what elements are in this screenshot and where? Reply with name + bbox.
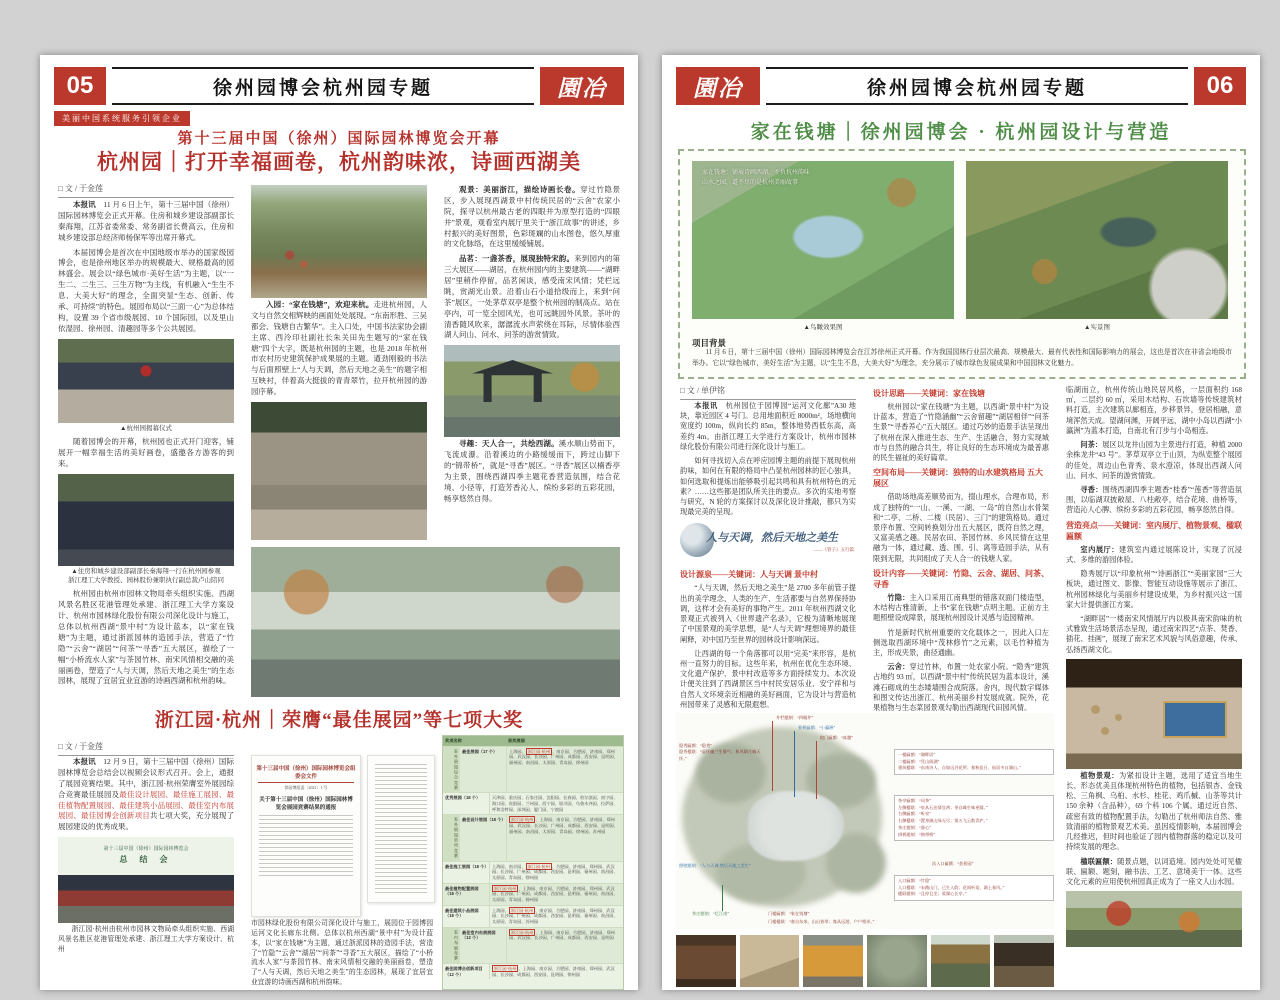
awards-table-row (443, 861, 623, 883)
page06-byline: □ 文 / 单伊铭 (680, 385, 856, 400)
awards-table-header (443, 736, 623, 746)
document-header: 第十三届中国（徐州）国际园林博览会组委会文件 (256, 766, 356, 780)
paragraph: 本报讯 11 月 6 日上午，第十三届中国（徐州）国际园林博览会正式开幕。住房和城乡建设部副部长秦海翔，江苏省委常委、常务副省长费高云，住房和城乡建设部总经济师杨保军等出席开幕式。 (58, 200, 234, 242)
photo-caption: ▲实景图 (1084, 324, 1110, 331)
subhead-spatial-layout: 空间布局——关键词：独特的山水建筑格局 五大展区 (873, 468, 1043, 489)
project-background-text: 11 月 6 日，第十三届中国（徐州）国际园林博览会在江苏徐州正式开幕。作为我国园林行业层次最高、规模最大、最有代表性和国际影响力的展会，这也是首次在非省会地级市举办。它以“绿色城市，美好生活”为主题，以“生生不息，大美大好”为理念，充分展示了城市绿色发展成果和中国园林文化魅力。 (692, 349, 1232, 367)
photo-ribbon-cutting-ceremony (58, 339, 234, 423)
plan-label-side-entrance: 次入口匾额：“荟景园” (932, 861, 974, 866)
section-title-bar (112, 67, 534, 105)
plan-label-well: 井栏题刻：“四眼井” (776, 715, 814, 720)
document-number: 徐园博组委〔2021〕1 号 (284, 785, 328, 790)
awards-table-row (443, 814, 623, 861)
article2-byline: □ 文 / 于金莲 (58, 741, 234, 756)
pavilion-silhouette (472, 360, 553, 402)
paragraph: 本报讯 12 月 9 日，第十三届中国（徐州）国际园林博览会总结会以视频会议形式召开。会上，通报了展园竞赛结果。其中，浙江园·杭州荣膺室外展园综合竞赛最佳展园及最佳设计展园、最佳施工展园、最佳植物配置展园、最佳建筑小品展园、最佳室内布展展园、最佳园博会创新项目共七项大奖，充分展现了展园建设的优秀成果。 (58, 757, 235, 832)
award-group-cell: 室外展园单项竞赛 (443, 815, 460, 861)
paragraph: 浙江园·杭州由杭州市园林文物局牵头组织实施、西湖风景名胜区花港管理处承建、浙江理工大学方案设计、杭州 (58, 926, 234, 953)
section-title: 徐州园博会杭州园专题 (866, 77, 1087, 99)
callout-line (722, 885, 723, 911)
photo-aerial-rendering (692, 161, 954, 319)
paragraph: 隐秀展厅以“印象杭州”“诗画浙江”“美丽家园”三大板块，通过图文、影像、智能互动设施等展示了浙江、杭州园林绿化与美丽乡村建设成果，为乡村振兴这一国家大计提供浙江方案。 (1066, 570, 1242, 609)
paragraph: 问茶：展区以龙井山园为主景进行打造，种植 2000 余株龙井“43 号”。茅草双亭立于山顶，为纵览整个展园的佳处，周边山色青秀、泉水澄凉，体现出西湖人问山、问水、问茶的游赏情致。 (1066, 441, 1242, 480)
callout-line (772, 721, 773, 791)
paragraph: 竹是新时代杭州重要的文化载体之一，因此入口左侧选取西湖环境中“茂林修竹”之元素，以毛竹种植为主，形成夹景，曲径通幽。 (873, 628, 1049, 657)
awards-table-row (443, 792, 623, 814)
article1-headline: 杭州园｜打开幸福画卷，杭州韵味浓，诗画西湖美 (97, 150, 581, 174)
photo-caption: ▲鸟瞰效果图 (803, 324, 843, 331)
awards-table-row (443, 927, 623, 963)
plan-label-box-huojuju: 一楼匾额：“湖畔居” 二楼匾额：“凭山阅湖” 建筑楹联：“东南诗人，自如远谷花所；春秋佳日，仙居多自湖山。” (894, 749, 1054, 775)
conference-banner-line1: 第十三届中国（徐州）国际园林博览会 (103, 847, 189, 853)
calligraphy-source: ——《管子》五行篇 (813, 547, 854, 553)
highlighted-winner: 浙江园·杭州 (527, 748, 551, 754)
plan-label-teahouse: 茶庄题刻：“忆江南” (692, 911, 730, 916)
paragraph: 室内展厅：建筑室内通过展陈设计，实现了沉浸式、多维的游园体验。 (1066, 545, 1242, 564)
photo-entrance-pavilion (251, 185, 427, 298)
article1-column-1 (58, 200, 234, 713)
award-name-cell: 最佳展园（17 个） (460, 747, 507, 793)
paragraph: “湖畔居”一楼南宋风情展厅内以极具南宋韵味的杭式雅致生活场景活态呈现，通过南宋四艺“点茶、焚香、插花、挂画”，展现了南宋艺术风貌与风俗意趣，传承、弘扬西湖文化。 (1066, 614, 1242, 654)
site-plan-diagram (676, 713, 1054, 929)
awards-table-row (443, 883, 623, 905)
paragraph: 植物景观：为紧扣设计主题，选用了适宜当地生长、形态优美且体现杭州特色的植物，包括银杏、金钱松、三角枫、乌桕、水杉、桂花、鸡爪槭、山茶等共计 150 余种（含品种），69 个科 106 个属。通过近自然、疏密有致的植物配置手法，勾勒出了杭州师法自然、雅致清丽的植物景观艺术美。虽因疫情影响，本届园博会几经推迟，但时间也验证了园内植物群落的稳定以及可持续发展的理念。 (1066, 771, 1242, 852)
paragraph: 楹联匾额：随景点题，以词造境。园内处处可见楹联、匾额、题刻，融书法、工艺、意境美于一体。这些文化元素的应用使杭州园真正成为了一座文人山水园。 (1066, 857, 1242, 886)
newspaper-page-06 (662, 55, 1260, 990)
section-title: 徐州园博会杭州园专题 (212, 77, 433, 99)
paragraph: 品茗：一盏茶香，展现独特宋韵。来到园内的第三大展区——湖居，在杭州园内的主要建筑——“湖畔居”里稍作停留，品茗闲谈，感受南宋风情；凭栏远眺，赏湖光山景。沿着山石小道拾级而上，来到“问茶”展区，一处茅草双亭是整个杭州园的制高点。站在亭内，可一览全园风光，也可远眺园外风景。茶叶的清香随风吹来，潺潺流水声萦绕在耳际，尽情体验西湖人问山、问水、问茶的游赏情致。 (444, 254, 620, 340)
paragraph: 本报讯 杭州园位于园博园“运河文化廊”A30 地块，靠近园区 4 号门。总用地面积近 8000m²，场地横向宽度约 100m，纵向长约 85m，整体地势西低东高，高差约 4m。由浙江理工大学进行方案设计，杭州市园林绿化股份有限公司进行深化设计与施工。 (680, 402, 856, 451)
page-number: 06 (1194, 67, 1246, 105)
award-name-header: 奖项名称 (445, 738, 462, 743)
document-red-rule (258, 782, 354, 783)
highlighted-winner: 浙江园·杭州 (494, 885, 517, 891)
paragraph: 寻趣：天人合一，共绘西湖。溪水顺山势而下，飞流成瀑。沿着溪边的小路缓缓而下，跨过山脚下的“锦带桥”，就是“寻香”展区。“寻香”展区以楠香亭为主景，围绕西湖四季主题花香营造氛围，结合花境、小径等，打造芳香沁人、缤纷多彩的五彩花园，畅享悠然自得。 (444, 439, 621, 503)
awards-result-table (442, 735, 624, 990)
award-name-cell: 最佳植物配置展园（18 个） (443, 884, 490, 905)
plan-label-box-entrance: 入口匾额：“竹隐” 入口楹联：“未踏山门，已生入韵；花间听语，湖上春风。” 楹联题刻：“且停且坐；爱湖心长亭。” (894, 875, 1054, 901)
subhead-design-content: 设计内容——关键词：竹隐、云舍、湖居、问茶、寻香 (873, 568, 1049, 589)
award-group-cell: 室外展园综合竞赛 (443, 747, 460, 793)
photo-lakeside-pavilion (444, 345, 620, 437)
page-header (54, 67, 624, 105)
plan-label-box-wencha: 茶亭匾额：“问茶” 左侧楹联：“泉从石出情宜冽；茶自峰生味更圆。” 右侧匾额：“听泉” 右侧楹联：“置身湖山绿无尽；第五飞云数青庐。” 茶庄题刻：“涤心” 拱桥题刻：“锦带桥” (894, 795, 1054, 841)
photo-aerial-actual (966, 161, 1228, 319)
section-title-bar (766, 67, 1188, 105)
award-winners-cell: 上海园、 浙江园·杭州 、南京园、合肥园、济南园、郑州园、武汉园、长沙园、广州园、成都园、西安园、昆明园、福州园、南昌园、太原园、青岛园、徐州园 (509, 748, 618, 766)
masthead-logo: 園冶 (676, 67, 760, 105)
conference-banner-line2: 总 结 会 (119, 855, 173, 865)
award-winners-cell: 浙江园·杭州 、上海园、南京园、合肥园、济南园、郑州园、武汉园、长沙园、成都园、西安园、昆明园、徐州园 (492, 965, 615, 977)
page06-headline: 家在钱塘｜徐州园博会 · 杭州园设计与营造 (750, 122, 1172, 143)
wall-painting (1163, 701, 1227, 738)
detail-photo-strip (676, 935, 1054, 987)
plan-label-gate-plaque: 门楼匾额：“家在钱塘” (768, 911, 810, 916)
paragraph: 杭州园由杭州市园林文物局牵头组织实施、西湖风景名胜区花港管理处承建、浙江理工大学方案设计、杭州市园林绿化股份有限公司深化设计与施工，总体以杭州西湖“景中村”为设计蓝本，以“家在钱塘”为主题，通过浙派园林的造园手法，营造了“竹隐”“云舍”“湖居”“问茶”“寻香”五大展区，描绘了一幅“小桥流水人家”与茶园竹林、南宋风情相交融的美丽画卷，塑造了“人与天调，然后天地之美生”的生态园林，展现了宜居宜业宜游的诗画西湖和杭州韵味。 (58, 589, 234, 686)
newspaper-page-05 (40, 55, 638, 990)
article2-column-1 (58, 757, 234, 989)
highlighted-winner: 浙江园·杭州 (494, 965, 517, 971)
award-winners-cell: 天津园、重庆园、石家庄园、沈阳园、长春园、哈尔滨园、南宁园、海口园、贵阳园、兰州园、西宁园、银川园、乌鲁木齐园、拉萨园、呼和浩特园、深圳园、厦门园、宁波园 (492, 795, 618, 812)
plan-label-screen-wall: 照壁题刻：“人与天调 然后天地之美生” (679, 863, 751, 868)
award-name-cell: 最佳设计展园（18 个） (460, 815, 507, 861)
paragraph: 借助场地高差顺势而为，掇山理水，合理布局，形成了独特的“一山、一溪、一湖、一岛”的自然山水骨架和“二亭、二桥、二楼（民居）、三门”的建筑格局。通过景序布置、空间转换划分出五大展区，既符自然之理，又富美感之趣。民居农田、茶园竹林、乡风民情在这里融为一体，通过藏、透、围、引、离等造园手法，从有限到无限，共同组成了天人合一的钱塘人家。 (873, 493, 1049, 563)
page06-column-2 (873, 385, 1049, 713)
highlighted-winner: 浙江园·杭州 (527, 863, 550, 869)
subhead-construction-highlights: 营造亮点——关键词：室内展厅、植物景观、楹联匾额 (1066, 520, 1242, 541)
award-winners-cell: 浙江园·杭州 、上海园、南京园、合肥园、济南园、郑州园、武汉园、长沙园、广州园、成都园、西安园、昆明园 (509, 929, 615, 941)
award-name-cell: 优秀展园（18 个） (443, 793, 490, 814)
award-name-cell: 最佳建筑小品展园（18 个） (443, 906, 490, 927)
paragraph: 云舍：穿过竹林，布置一处农家小院。“隐秀”建筑占地约 93 ㎡，以西湖“景中村”传统民居为蓝本设计，溪滩石砌成的生态矮墙围合成院落。舍内，现代数字媒体和图文传达出浙江、杭州美丽乡村发展成就。院外，花果植物与生态菜园景观勾勒出西湖现代田园风情。 (873, 663, 1049, 713)
paragraph: 寻香：围绕西湖四季主题香“桂香”“莲香”等营造氛围，以临湖双披敞屋、八柱敞亭，结合花境、曲桥等，营造沁人心脾、缤纷多彩的五彩花园，畅享悠然自得。 (1066, 485, 1242, 515)
photo-thatched-pavilion (931, 935, 991, 987)
callout-line (794, 731, 795, 797)
awards-table-row (443, 746, 623, 793)
paragraph: 竹隐：主入口采用江南典型的错落双面门楼造型，木结构古雅清新，上书“家在钱塘”点明主题。正前方主题照壁设成障景，展现杭州园设计灵感与造园精神。 (873, 593, 1049, 623)
paragraph: 观景：美丽浙江，描绘诗画长卷。穿过竹隐景区，步入展现西湖景中村传统民居的“云舍”农家小院，探寻以杭州最古老的四眼井为原型打造的“四眼井”景观，观看室内展厅里关于“浙江故事”的讲述，乡村振兴的美好图景，色彩斑斓的山水图卷，悠久厚重的文化脉络，在这里缓缓铺展。 (444, 185, 621, 249)
award-winners-cell: 上海园、 浙江园·杭州 、南京园、合肥园、济南园、郑州园、武汉园、长沙园、广州园、成都园、西安园、昆明园、福州园、南昌园、太原园、青岛园、苏州园 (492, 907, 618, 925)
page06-column-3 (1066, 385, 1242, 987)
highlighted-winner: 浙江园·杭州 (510, 907, 534, 913)
award-winners-cell: 浙江园·杭州 、上海园、南京园、合肥园、济南园、郑州园、武汉园、长沙园、广州园、成都园、西安园、昆明园、福州园、南昌园、太原园、青岛园、徐州园、苏州园 (509, 817, 618, 834)
document-scan-page2 (367, 755, 435, 903)
awards-table-row (443, 905, 623, 927)
photo-misty-lotus-pond (251, 547, 620, 697)
award-name-cell: 最佳施工展园（18 个） (443, 862, 490, 883)
document-scan-page1 (251, 755, 361, 917)
paragraph: 入园：“家在钱塘”，欢迎来杭。走进杭州园，人文与自然交相辉映的画面处处展现。“东南形胜、三吴都会、钱塘自古繁华”。主入口处，中国书法家协会副主席、西泠印社副社长朱关田先生题写的“家在钱塘”四个大字，既是杭州园的主题，也是 2018 年杭州市农村历史建筑保护成果展的主题。遒劲刚毅的书法与后面照壁上“人与天调，然后天地之美生”的题字相互映衬，伴着高大挺拔的青青翠竹，拉开杭州园的游园序幕。 (251, 300, 427, 396)
award-winners-header: 获奖展园 (508, 738, 525, 743)
calligraphy-text: 人与天调，然后天地之美生 (706, 532, 838, 545)
photo-plaque-sign (803, 935, 863, 987)
plan-label-courtyard-gate: 院门匾额：“真趣” (820, 735, 854, 740)
article1-byline: □ 文 / 于金莲 (58, 183, 234, 198)
article1-column-3 (444, 185, 620, 545)
article1-kicker: 第十三届中国（徐州）国际园林博览会开幕 (177, 131, 501, 147)
award-group-cell: 室内布展竞赛 (443, 928, 460, 963)
page-header (676, 67, 1246, 105)
paragraph: 本届园博会是首次在中国地级市举办的国家级园博会，也是徐州地区举办的规模最大、规格最高的园林盛会。展会以“绿色城市·美好生活”为主题，以“一生二、二生三、三生万物”为主线，有机融入“生生不息、大美大好”的理念，全面突显“生态、创新、传承、可持续”的特色。展园布局以“三面一心”为总体结构，设置 39 个省市级展园、10 个国际园，以及里山依湿园、徐州园、清趣园等多个公共展园。 (58, 247, 234, 333)
wall-plate (1115, 714, 1122, 721)
wall-plate (1101, 727, 1109, 735)
article1-column-2 (251, 185, 427, 545)
banner-tag: 美丽中国系统服务引领企业 (54, 111, 190, 126)
page06-column-1 (680, 401, 856, 709)
award-name-cell: 最佳室内布展展园（12 个） (460, 928, 507, 963)
photo-dark-wood-pavilion (994, 935, 1054, 987)
paragraph: 如何寻找切入点在呼应园博主题的前提下展现杭州韵味，如何在有限的格局中凸显杭州园林的匠心独具，如何选取和提炼出能够吸引起共鸣和具有杭州特色的元素？……这些都是团队所关注的要点。多次的实地考察与研究，N 轮的方案探讨以及深化设计推敲，都只为实现最完美的呈现。 (680, 457, 856, 517)
plan-label-gate-couplet: 门楼楹联：“春自东来，山山皆翠；客从远游，户户相亲。” (768, 919, 875, 924)
project-overview-box (678, 149, 1246, 379)
photo-summary-conference (58, 837, 234, 923)
photo-caption: ▲住房和城乡建设部副部长秦海翔一行在杭州园参观 浙江理工大学教授、园林股份兼职执行副总裁卢山陪同 (68, 567, 224, 584)
article2-headline: 浙江园·杭州｜荣膺“最佳展园”等七项大奖 (154, 710, 524, 731)
award-winners-cell: 上海园、南京园、 浙江园·杭州 、合肥园、济南园、郑州园、武汉园、长沙园、广州园、成都园、西安园、昆明园、福州园、南昌园、太原园、青岛园、徐州园 (492, 863, 618, 881)
page-number: 05 (54, 67, 106, 105)
award-name-cell: 最佳园博会创新项目（12 个） (443, 964, 490, 979)
wall-plate (1091, 705, 1100, 714)
photo-autumn-maple-garden (1066, 891, 1242, 947)
masthead-logo: 園冶 (540, 67, 624, 105)
paragraph: “人与天调，然后天地之美生”是 2700 多年前管子提出的美学理念，人类的生产、生活都要与自然界保持协调，这样才会有美好的事物产生。2011 年杭州西湖文化景观正式被列入《世界遗产名录》，它极为清晰地展现了中国景观的美学思想，是“人与天调”理想境界的最佳阐释，对中国乃至世界的园林设计影响深远。 (680, 584, 856, 644)
photo-moss-rock-carving (867, 935, 927, 987)
paragraph: 临湖而立，杭州传统山地民居风格，一层面积约 168 ㎡，二层约 60 ㎡，采用木结构、石坎墙等传统建筑材料打造，主次建筑以廊相连，步移景异，登居相融，意境浑然天成。望湖问渊，开阔平远，湖中小岛以西湖“小瀛洲”为蓝本打造，自南北有汀步与小岛相连。 (1066, 386, 1242, 435)
photo-officials-visit (58, 474, 234, 566)
calligraphy-artwork (680, 521, 856, 565)
document-title: 关于第十三届中国（徐州）国际园林博览会展园竞赛结果的通报 (259, 797, 353, 811)
plan-label-yinxiu: 隐秀匾额：“隐秀” 隐秀楹联：“虚怀幽兰生静气；和风朗月喻天怀。” (679, 743, 761, 761)
callout-line (816, 741, 817, 799)
rendering-overlay-text: 家在钱塘：铺展诗画西湖，不负杭州韵味 山水之园，道不尽的是杭州美丽故事 (702, 170, 811, 186)
highlighted-winner: 浙江园·杭州 (511, 929, 534, 935)
project-background-label: 项目背景 (692, 338, 727, 348)
document-body-text-lines (259, 815, 353, 877)
paragraph: 杭州园以“家在钱塘”为主题，以西湖“景中村”为设计蓝本，营造了“竹隐涵幽”“云舍留趣”“湖居相伴”“问茶生景”“寻香养心”五大展区。通过巧妙的造景手法呈现出了杭州在深入推进生态、生产、生活融合，努力实现城市与自然的融合共生，将让良好的生态环境成为最普惠的民生福祉的美好篇章。 (873, 403, 1049, 463)
photo-stone-inscription (740, 935, 800, 987)
plan-label-bridge: 景桥匾额：“小瀛洲” (798, 725, 836, 730)
photo-caption: ▲杭州园揭幕仪式 (120, 424, 172, 432)
paragraph: 让西湖的每一个角落都可以用“完美”来形容，是杭州一直努力的目标。这些年来，杭州在优化生态环境、文化遗产保护、景中村改造等多方面持续发力。本次设计便关注到了西湖景区当中村民安居乐业、安宁祥和与自然人文环境亲近相融的美好画面，它为设计与营造杭州园带来了灵感和无限遐想。 (680, 649, 856, 709)
photo-stone-wall-well (251, 402, 427, 540)
highlighted-winner: 浙江园·杭州 (511, 817, 534, 823)
subhead-design-source: 设计源泉——关键词：人与天调 景中村 (680, 570, 818, 580)
document-body-text-lines (375, 764, 427, 894)
award-winners-cell: 浙江园·杭州 、上海园、南京园、合肥园、济南园、郑州园、武汉园、长沙园、广州园、成都园、西安园、昆明园、福州园、南昌园、太原园、青岛园、扬州园 (492, 885, 618, 903)
awards-table-row (443, 963, 623, 979)
paragraph: 随着园博会的开幕，杭州园也正式开门迎客，铺展开一幅幸福生活的美好画卷，盛邀各方游客的到来。 (58, 437, 234, 469)
subhead-design-idea: 设计思路——关键词：家在钱塘 (873, 389, 985, 398)
photo-songdynasty-exhibit-hall (1066, 659, 1242, 769)
article2-continuation-paragraph: 市园林绿化股份有限公司深化设计与施工，展园位于园博园运河文化长廊东北侧。总体以杭州西湖“景中村”为设计蓝本，以“家在钱塘”为主题，通过浙派园林的造园手法，营造了“竹隐”“云舍”“湖居”“问茶”“寻香”五大展区，描绘了“小桥流水人家”与茶园竹林、南宋风情相交融的美丽画卷，塑造了“人与天调，然后天地之美生”的生态园林，展现了宜居宜业宜游的诗画西湖和杭州韵味。 (251, 920, 433, 987)
photo-wooden-door (676, 935, 736, 987)
